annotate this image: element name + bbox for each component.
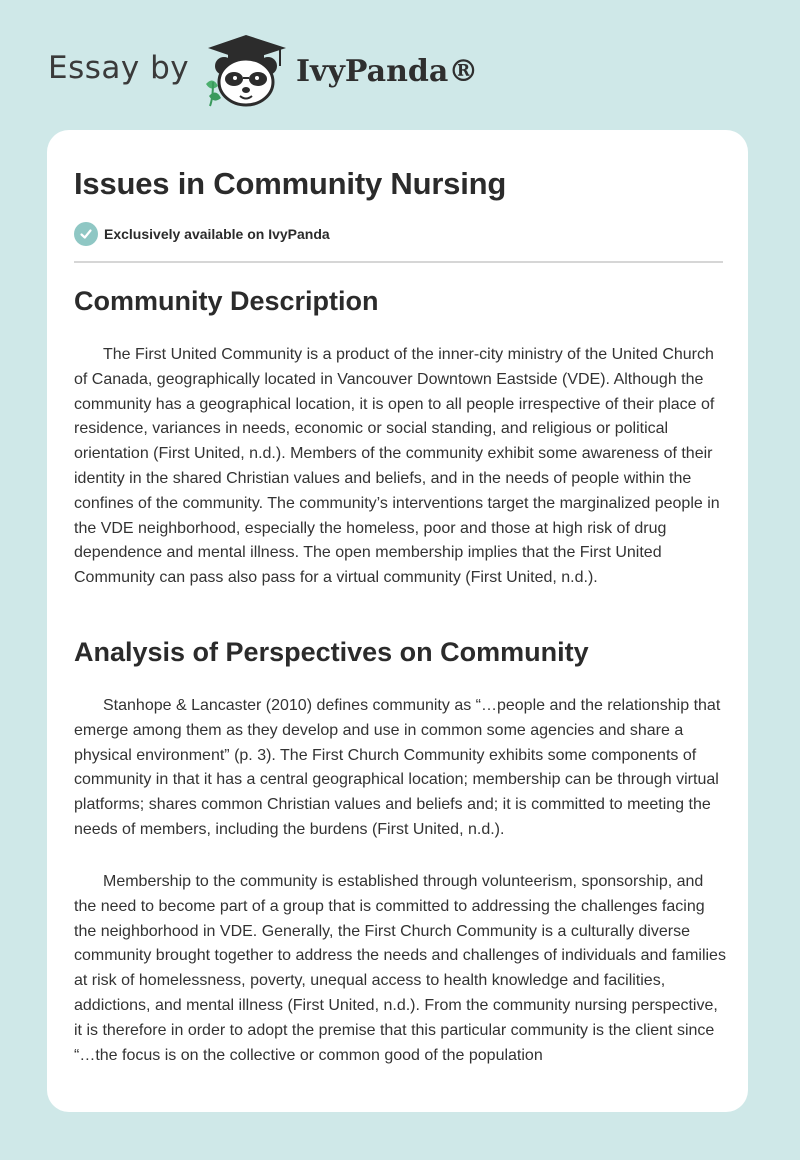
article-card (47, 130, 748, 1112)
section-heading-community-description: Community Description (74, 286, 379, 316)
paragraph: The First United Community is a product of the inner-city ministry of the United Church of Canada, geographically located in Vancouver Downtown Eastside (VDE). Although the community has a geographical location, it is open to all people irrespective of their place of residence, variances in needs, economic or social standing, and religious or political orientation (First United, n.d.). Members of the community exhibit some awareness of their identity in the shared Christian values and beliefs, and in the needs of people within the confines of the community. The community’s interventions target the marginalized people in the VDE neighborhood, especially the homeless, poor and those at high risk of drug dependence and mental illness. The open membership implies that the First United Community can pass also pass for a virtual community (First United, n.d.). (74, 346, 720, 587)
check-icon (74, 222, 98, 246)
essay-by-label: Essay by (48, 50, 190, 86)
panda-logo-icon[interactable] (200, 34, 292, 108)
title-divider (74, 261, 723, 263)
exclusive-badge-text: Exclusively available on IvyPanda (104, 226, 330, 242)
paragraph: Membership to the community is established through volunteerism, sponsorship, and the need to become part of a group that is committed to addressing the challenges facing the neighborhood in VDE. Generally, the First Church Community is a culturally diverse community brought together to address the needs and challenges of individuals and families at risk of homelessness, poverty, unequal access to health knowledge and facilities, addictions, and mental illness (First United, n.d.). From the community nursing perspective, it is therefore in order to adopt the premise that this particular community is the client since “…the focus is on the collective or common good of the population (74, 873, 726, 1064)
article-title: Issues in Community Nursing (74, 166, 507, 201)
brand-name[interactable]: IvyPanda® (296, 54, 479, 89)
section-heading-analysis-of-perspectives: Analysis of Perspectives on Community (74, 637, 589, 667)
paragraph: Stanhope & Lancaster (2010) defines community as “…people and the relationship that emerge among them as they develop and use in common some agencies and share a physical environment” (p. 3). The First Church Community exhibits some components of community in that it has a central geographical location; membership can be through virtual platforms; shares common Christian values and beliefs and; it is committed to meeting the needs of members, including the burdens (First United, n.d.). (74, 697, 721, 838)
site-header (0, 0, 800, 130)
exclusive-badge (74, 222, 330, 246)
